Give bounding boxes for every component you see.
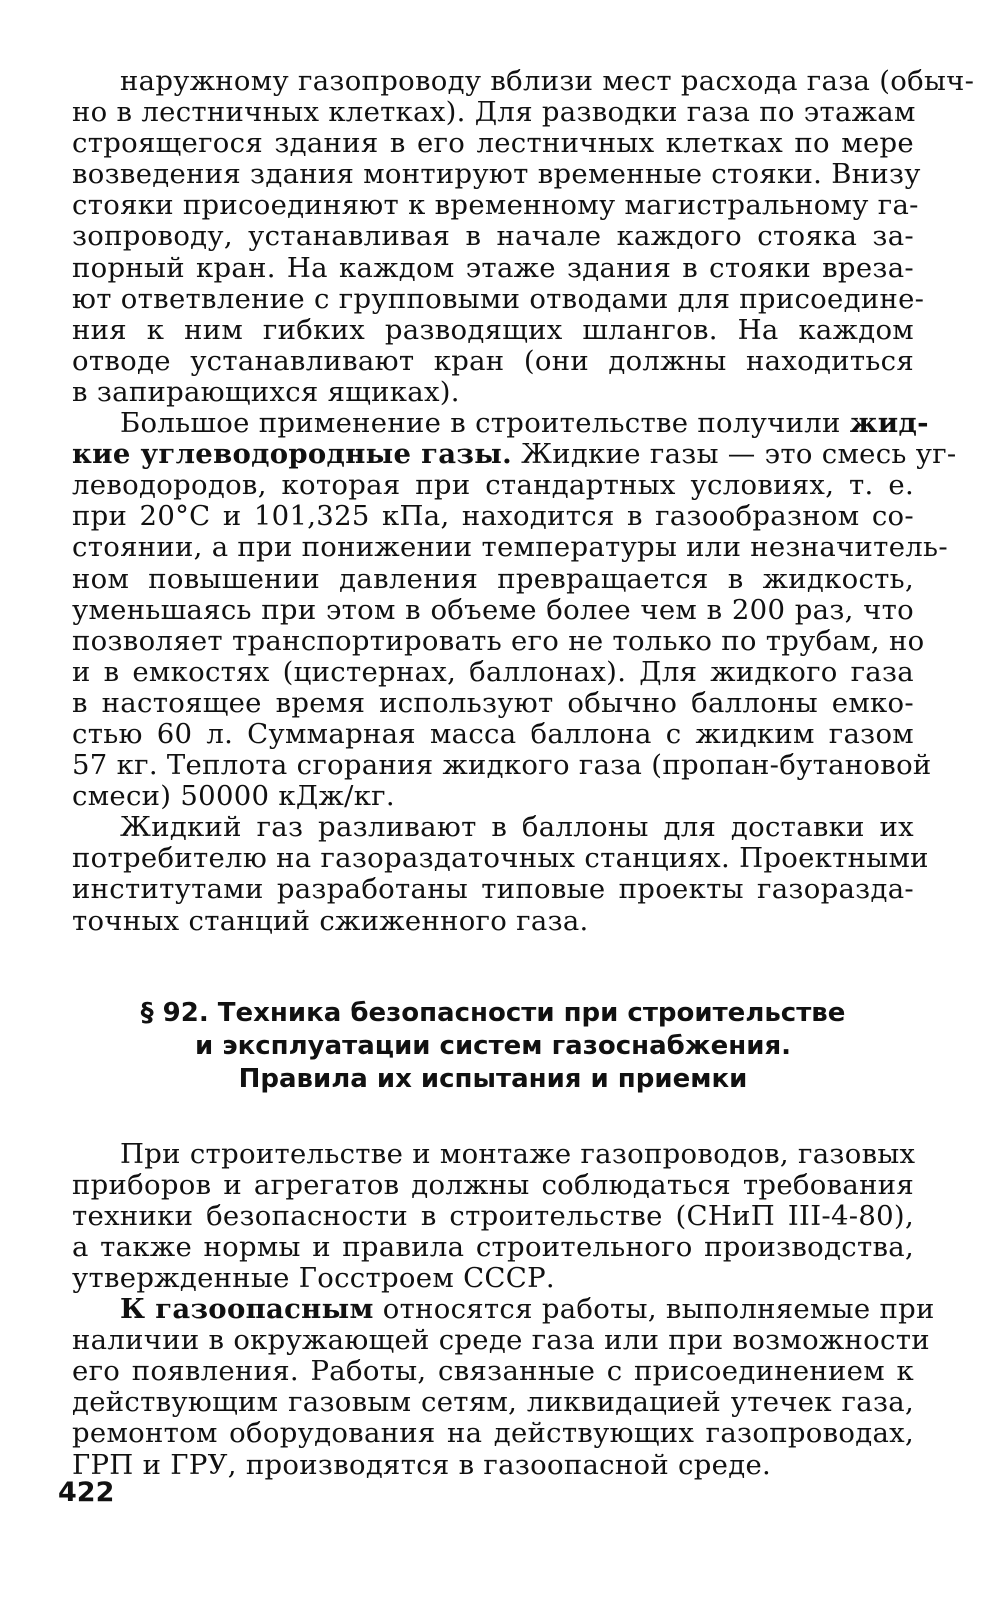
text-line: техники безопасности в строительстве (СНиП III-4-80), — [72, 1199, 914, 1232]
text-line: при 20°С и 101,325 кПа, находится в газообразном со- — [72, 500, 914, 533]
page-body — [72, 65, 975, 1481]
text-line: стью 60 л. Суммарная масса баллона с жидким газом — [72, 717, 914, 750]
text-line: а также нормы и правила строительного производства, — [72, 1230, 914, 1263]
text-line: ремонтом оборудования на действующих газопроводах, — [72, 1417, 914, 1450]
text-line: смеси) 50000 кДж/кг. — [72, 780, 395, 813]
paragraph — [72, 811, 929, 937]
text-line: и в емкостях (цистернах, баллонах). Для жидкого газа — [72, 655, 914, 688]
heading-line: и эксплуатации систем газоснабжения. — [194, 1030, 792, 1061]
text-line: строящегося здания в его лестничных клетках по мере — [72, 127, 914, 160]
page-number: 422 — [58, 1477, 115, 1508]
heading-line: § 92. Техника безопасности при строительстве — [140, 997, 846, 1028]
text-line: порный кран. На каждом этаже здания в стояки вреза- — [72, 251, 914, 284]
text-line: действующим газовым сетям, ликвидацией утечек газа, — [72, 1386, 914, 1419]
text-line: отводе устанавливают кран (они должны находиться — [72, 344, 914, 377]
text-run: Жидкие газы — это смесь уг- — [512, 438, 957, 471]
emphasized-term: жид- — [849, 407, 929, 440]
text-line: уменьшаясь при этом в объеме более чем в 200 раз, что — [72, 593, 914, 626]
emphasized-term: К газоопасным — [120, 1293, 374, 1326]
text-line: наличии в окружающей среде газа или при возможности — [72, 1324, 930, 1357]
text-line: но в лестничных клетках). Для разводки газа по этажам — [72, 96, 916, 129]
text-line — [72, 407, 929, 440]
text-line: ния к ним гибких разводящих шлангов. На каждом — [72, 313, 914, 346]
paragraph — [72, 1139, 914, 1294]
text-line: утвержденные Госстроем СССР. — [72, 1262, 555, 1294]
text-line — [72, 438, 957, 471]
text-line: потребителю на газораздаточных станциях. Проектными — [72, 842, 929, 875]
section-heading — [72, 997, 914, 1096]
heading-line: Правила их испытания и приемки — [238, 1063, 748, 1094]
text-line: ном повышении давления превращается в жидкость, — [72, 562, 914, 595]
text-run: Большое применение в строительстве получили — [120, 407, 850, 440]
paragraph — [72, 407, 957, 813]
text-line: Жидкий газ разливают в баллоны для доставки их — [120, 811, 914, 844]
text-line: возведения здания монтируют временные стояки. Внизу — [72, 158, 921, 191]
emphasized-term: кие углеводородные газы. — [72, 438, 513, 471]
text-line: точных станций сжиженного газа. — [72, 904, 589, 937]
text-run: относятся работы, выполняемые при — [373, 1293, 935, 1326]
text-line: ГРП и ГРУ, производятся в газоопасной среде. — [72, 1448, 772, 1481]
text-line — [72, 1293, 935, 1326]
text-line: институтами разработаны типовые проекты газоразда- — [72, 873, 914, 906]
text-after-heading — [72, 1137, 935, 1481]
text-before-heading — [72, 65, 975, 937]
paragraph — [72, 1293, 935, 1481]
text-line: в настоящее время используют обычно баллоны емко- — [72, 686, 914, 719]
text-line: приборов и агрегатов должны соблюдаться требования — [72, 1168, 914, 1201]
text-line: стояки присоединяют к временному магистральному га- — [72, 189, 919, 222]
text-line: зопроводу, устанавливая в начале каждого стояка за- — [72, 220, 914, 253]
text-line: стоянии, а при понижении температуры или незначитель- — [72, 531, 948, 564]
text-line: его появления. Работы, связанные с присоединением к — [72, 1355, 914, 1388]
text-line: наружному газопроводу вблизи мест расхода газа (обыч- — [120, 65, 975, 97]
text-line: позволяет транспортировать его не только по трубам, но — [72, 624, 925, 657]
text-line: леводородов, которая при стандартных условиях, т. е. — [72, 469, 914, 502]
text-line: 57 кг. Теплота сгорания жидкого газа (пропан-бутановой — [72, 749, 932, 782]
text-line: При строительстве и монтаже газопроводов, газовых — [120, 1137, 916, 1170]
text-line: ют ответвление с групповыми отводами для присоедине- — [72, 282, 925, 315]
paragraph — [72, 65, 975, 408]
text-line: в запирающихся ящиках). — [72, 375, 460, 408]
